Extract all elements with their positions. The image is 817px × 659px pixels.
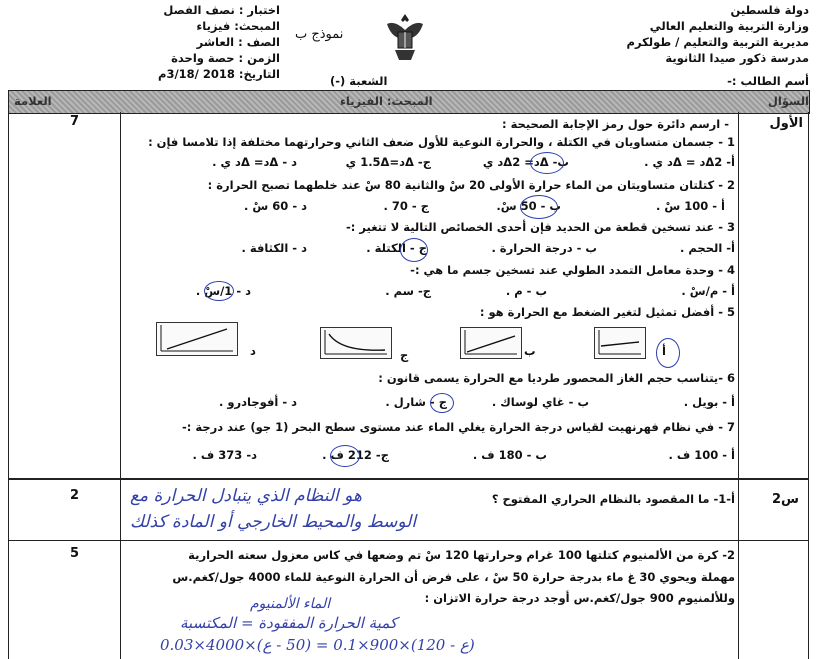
q1-item6-option-d[interactable]: د - أفوجادرو . (218, 395, 297, 409)
exam-grade: الصف : العاشر (196, 35, 280, 49)
answer-circle-item3 (400, 238, 428, 262)
country-name: دولة فلسطين (730, 3, 809, 17)
answer-circle-item2 (520, 195, 558, 219)
band-subject-label: المبحث: الفيزياء (340, 94, 433, 108)
answer-circle-item4 (204, 281, 234, 301)
model-label: نموذج ب (295, 27, 344, 42)
q1-bottom-rule (8, 478, 808, 480)
q1-item5-option-d-label: د (250, 344, 256, 358)
q2-part-rule (8, 540, 808, 541)
graph-option-d[interactable] (156, 322, 238, 356)
q1-item2-option-c[interactable]: ج - 70 . (383, 199, 429, 213)
q1-item2-stem: 2 - كتلتان متساويتان من الماء حرارة الأولى 20 سْ والثانية 80 سْ عند خلطهما تصبح الحرارة : (207, 178, 735, 192)
graph-option-c[interactable] (320, 327, 392, 359)
q1-item4-option-c[interactable]: ج- سم . (385, 284, 431, 298)
exam-duration: الزمن : حصة واحدة (171, 51, 280, 65)
directorate-name: مديرية التربية والتعليم / طولكرم (626, 35, 809, 49)
answer-circle-item6 (430, 393, 454, 413)
table-border-right (808, 112, 809, 659)
header-right (627, 2, 809, 66)
header-left (160, 2, 280, 82)
q2-part2-answer-line2: كمية الحرارة المفقودة = المكتسبة (180, 614, 398, 632)
q1-item4-option-b[interactable]: ب - م . (505, 284, 547, 298)
q2-part2-answer-line3: (ع - 120)×900×0.1 = (50 - ع)×4000×0.03 (160, 636, 475, 654)
eagle-emblem (383, 10, 427, 66)
q1-item7-option-a[interactable]: أ - 100 ف . (668, 448, 735, 462)
q1-item4-option-d[interactable]: د - 1/سْ . (195, 284, 251, 298)
q1-item7-option-c[interactable]: ج- 212 ف . (322, 448, 389, 462)
section-label: الشعبة (-) (330, 74, 388, 88)
q1-item6-option-a[interactable]: أ - بويل . (683, 395, 735, 409)
exam-type: اختبار : نصف الفصل (163, 3, 280, 17)
q1-item4-option-a[interactable]: أ - م/سْ . (681, 284, 735, 298)
q1-item6-option-b[interactable]: ب - غاي لوساك . (491, 395, 589, 409)
q2-part2-line1: 2- كرة من الألمنيوم كتلتها 100 غرام وحرارتها 120 سْ تم وضعها في كاس معزول سعته الحرارية (188, 548, 735, 562)
answer-circle-item5 (656, 338, 680, 368)
school-name: مدرسة ذكور صيدا الثانوية (665, 51, 809, 65)
q1-intro: - ارسم دائرة حول رمز الإجابة الصحيحة : (501, 117, 729, 131)
q1-item3-option-b[interactable]: ب - درجة الحرارة . (491, 241, 597, 255)
q1-item4-stem: 4 - وحدة معامل التمدد الطولي عند تسخين جسم ما هي :- (410, 263, 735, 277)
q1-item7-option-d[interactable]: د- 373 ف . (192, 448, 257, 462)
q2-part1-text: أ-1- ما المقصود بالنظام الحراري المفتوح ؟ (491, 492, 735, 506)
q1-item3-option-c[interactable]: ج - الكتلة . (366, 241, 427, 255)
q1-item1-option-a[interactable]: أ- Δ2د = Δد ي . (644, 155, 735, 169)
exam-subject: المبحث: فيزياء (196, 19, 280, 33)
q2-part1-answer-line2: الوسط والمحيط الخارجي أو المادة كذلك (130, 512, 417, 532)
question-column-divider (738, 112, 739, 659)
q1-item1-option-d[interactable]: د - Δد= Δد ي . (212, 155, 297, 169)
q1-item2-option-d[interactable]: د - 60 سْ . (244, 199, 307, 213)
exam-date: التاريخ: 2018 /3/18م (158, 67, 280, 81)
q1-item3-option-d[interactable]: د - الكثافة . (241, 241, 307, 255)
q1-item3-option-a[interactable]: أ- الحجم . (680, 241, 735, 255)
graph-option-b[interactable] (460, 327, 522, 359)
q2-part2-line2: مهملة ويحوي 30 غ ماء بدرجة حرارة 50 سْ ، على فرض أن الحرارة النوعية للماء 4000 جول/كغم.س (172, 570, 735, 584)
q1-item5-option-c-label: ج (400, 348, 409, 362)
q1-mark: 7 (70, 114, 80, 129)
answer-circle-item1 (530, 152, 564, 174)
band-mark-label: العلامة (14, 94, 52, 108)
q2-label: س2 (772, 492, 799, 507)
q1-item3-stem: 3 - عند تسخين قطعة من الحديد فإن أحدى الخصائص التالية لا تتغير :- (345, 220, 735, 234)
q1-label: الأول (769, 116, 803, 131)
q2-part2-answer-line1: الماء الألمنيوم (250, 596, 331, 612)
student-name-label: أسم الطالب :- (727, 74, 809, 88)
q1-item6-option-c[interactable]: ج - شارل . (385, 395, 447, 409)
ministry-name: وزارة التربية والتعليم العالي (649, 19, 809, 33)
q1-item5-option-a-label: أ (662, 344, 666, 358)
q1-item5-stem: 5 - أفضل تمثيل لتغير الضغط مع الحرارة هو : (479, 305, 735, 319)
answer-circle-item7 (330, 445, 360, 467)
q1-item7-stem: 7 - في نظام فهرنهيت لقياس درجة الحرارة يغلي الماء عند مستوى سطح البحر (1 جو) عند درجة :- (182, 420, 735, 434)
q1-item7-option-b[interactable]: ب - 180 ف . (472, 448, 547, 462)
q1-item2-option-a[interactable]: أ - 100 سْ . (656, 199, 725, 213)
q2-part1-answer-line1: هو النظام الذي يتبادل الحرارة مع (130, 486, 362, 506)
q1-item1-stem: 1 - جسمان متساويان في الكتلة ، والحرارة النوعية للأول ضعف الثاني وحرارتهما مختلفة إذا تلامسا فإن : (148, 135, 735, 149)
q1-item1-option-c[interactable]: ج- Δد=1.5Δ ي (345, 155, 431, 169)
band-question-label: السؤال (767, 94, 809, 108)
q1-item1-option-b[interactable]: ب- Δد= Δ2د ي (482, 155, 569, 169)
graph-option-a[interactable] (594, 327, 646, 359)
q2-part2-line3: وللألمنيوم 900 جول/كغم.س أوجد درجة حرارة الاتزان : (424, 591, 735, 605)
q1-item2-option-b[interactable]: ب - 50 سْ. (496, 199, 561, 213)
q2-part2-mark: 5 (70, 546, 80, 561)
q1-item6-stem: 6 -يتناسب حجم الغاز المحصور طرديا مع الحرارة يسمى قانون : (378, 371, 735, 385)
q1-item5-option-b-label: ب (524, 344, 536, 358)
table-border-left (8, 112, 9, 659)
q2-part1-mark: 2 (70, 488, 80, 503)
marks-column-divider (120, 112, 121, 659)
